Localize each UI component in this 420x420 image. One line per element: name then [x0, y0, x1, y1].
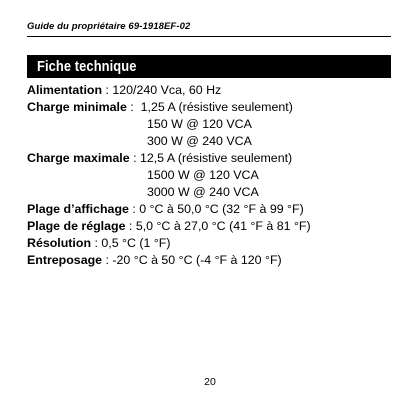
- spec-min-load-cont: [27, 116, 311, 133]
- header-rule: [27, 36, 391, 37]
- spec-setting-range-value: 5,0 °C à 27,0 °C (41 °F à 81 °F): [135, 219, 311, 233]
- spec-power-label: Alimentation: [27, 83, 103, 97]
- spec-storage: [27, 252, 311, 269]
- spec-max-load-label: Charge maximale: [27, 151, 130, 165]
- section-title: Fiche technique: [37, 58, 137, 75]
- separator: :: [102, 83, 113, 97]
- spec-resolution: [27, 235, 311, 252]
- spec-max-load-cont: [27, 184, 311, 201]
- separator: :: [128, 202, 140, 216]
- spec-display-range-label: Plage d’affichage: [27, 202, 129, 216]
- separator: :: [91, 236, 102, 250]
- spec-max-load-cont: [27, 167, 311, 184]
- spec-max-load: [27, 150, 311, 167]
- separator: :: [125, 219, 136, 233]
- running-header: Guide du propriétaire 69-1918EF-02: [27, 21, 191, 32]
- spec-display-range-value: 0 °C à 50,0 °C (32 °F à 99 °F): [139, 202, 304, 216]
- spec-setting-range-label: Plage de réglage: [27, 219, 126, 233]
- spec-power-value: 120/240 Vca, 60 Hz: [112, 83, 222, 97]
- spec-setting-range: [27, 218, 311, 235]
- spec-max-load-line-2: 1500 W @ 120 VCA: [147, 168, 259, 182]
- spec-min-load-label: Charge minimale: [27, 100, 127, 114]
- spec-storage-value: -20 °C à 50 °C (-4 °F à 120 °F): [112, 253, 282, 267]
- spec-min-load-line-3: 300 W @ 240 VCA: [147, 134, 252, 148]
- spec-display-range: [27, 201, 311, 218]
- separator: :: [126, 100, 141, 114]
- page-number: 20: [204, 376, 216, 388]
- separator: :: [102, 253, 113, 267]
- spec-power: [27, 82, 311, 99]
- spec-list: [27, 82, 311, 269]
- spec-resolution-label: Résolution: [27, 236, 92, 250]
- spec-min-load: [27, 99, 311, 116]
- spec-max-load-line-3: 3000 W @ 240 VCA: [147, 185, 259, 199]
- spec-min-load-line-1: 1,25 A (résistive seulement): [140, 100, 293, 114]
- spec-resolution-value: 0,5 °C (1 °F): [101, 236, 171, 250]
- spec-min-load-line-2: 150 W @ 120 VCA: [147, 117, 252, 131]
- spec-min-load-cont: [27, 133, 311, 150]
- separator: :: [129, 151, 140, 165]
- spec-max-load-line-1: 12,5 A (résistive seulement): [139, 151, 293, 165]
- section-heading-bar: [27, 55, 391, 78]
- spec-storage-label: Entreposage: [27, 253, 103, 267]
